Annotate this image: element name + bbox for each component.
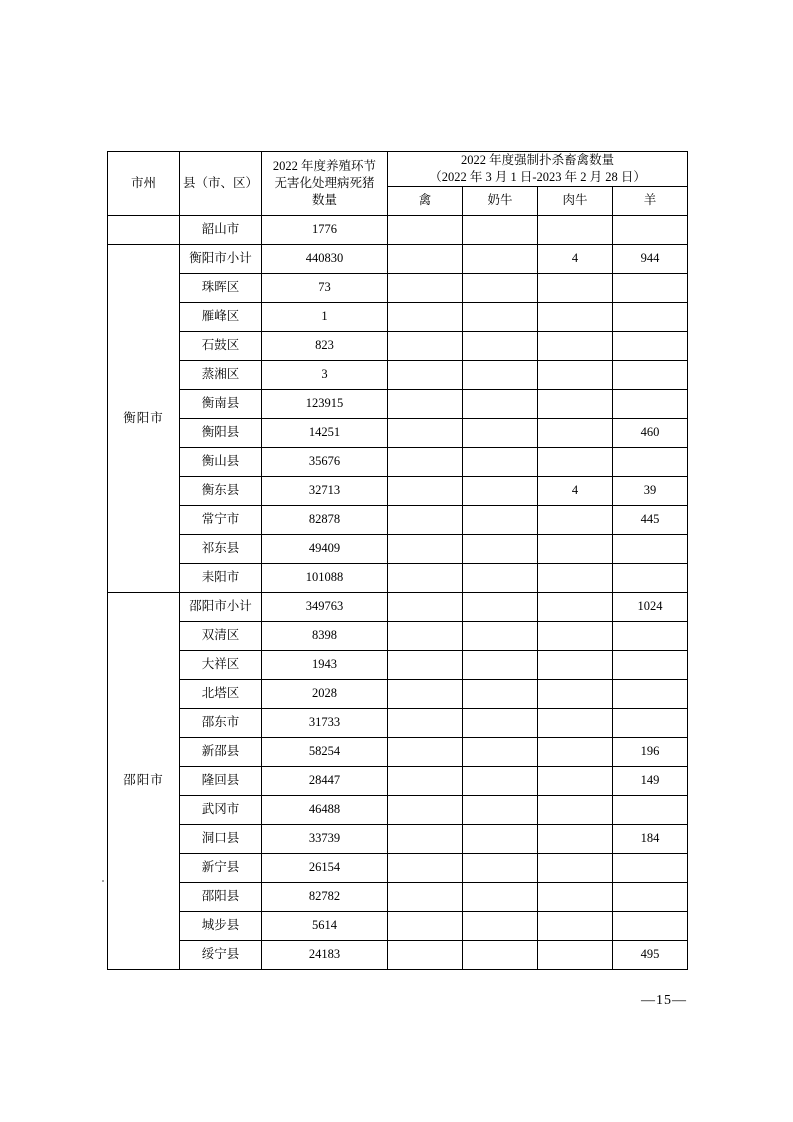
cell-county: 邵阳县 [180,882,262,911]
cell-county: 蒸湘区 [180,360,262,389]
cell-county: 隆回县 [180,766,262,795]
cell-dairy-cow [463,795,538,824]
cell-dairy-cow [463,331,538,360]
page-number: —15— [641,993,687,1008]
cell-dairy-cow [463,621,538,650]
cell-poultry [388,679,463,708]
cell-pig-count: 35676 [262,447,388,476]
table-row [108,244,688,273]
cell-pig-count: 82782 [262,882,388,911]
cell-sheep [613,447,688,476]
cell-poultry [388,795,463,824]
cell-poultry [388,389,463,418]
table-row [108,882,688,911]
cell-sheep: 196 [613,737,688,766]
header-beef-cattle: 肉牛 [538,186,613,215]
cell-poultry [388,650,463,679]
statistics-table [107,151,688,970]
statistics-table-wrapper [107,151,687,970]
cell-pig-count: 31733 [262,708,388,737]
header-county: 县（市、区） [180,152,262,216]
cell-poultry [388,418,463,447]
cell-poultry [388,853,463,882]
cell-county: 洞口县 [180,824,262,853]
table-row [108,273,688,302]
cell-beef-cattle [538,418,613,447]
cell-beef-cattle [538,737,613,766]
table-row [108,911,688,940]
cell-poultry [388,621,463,650]
table-row [108,853,688,882]
cell-sheep [613,679,688,708]
table-row [108,447,688,476]
cell-dairy-cow [463,273,538,302]
cell-beef-cattle [538,824,613,853]
table-row [108,534,688,563]
cell-dairy-cow [463,534,538,563]
cell-beef-cattle [538,389,613,418]
table-row [108,331,688,360]
cell-county: 韶山市 [180,215,262,244]
cell-pig-count: 46488 [262,795,388,824]
cell-sheep [613,215,688,244]
cell-dairy-cow [463,302,538,331]
cell-pig-count: 58254 [262,737,388,766]
cell-beef-cattle [538,534,613,563]
cell-sheep [613,882,688,911]
cell-sheep: 39 [613,476,688,505]
cell-beef-cattle [538,650,613,679]
table-row [108,940,688,969]
cell-poultry [388,592,463,621]
cell-dairy-cow [463,476,538,505]
cell-beef-cattle [538,679,613,708]
cell-poultry [388,302,463,331]
cell-pig-count: 14251 [262,418,388,447]
cell-poultry [388,273,463,302]
cell-pig-count: 2028 [262,679,388,708]
cell-beef-cattle [538,447,613,476]
cell-dairy-cow [463,389,538,418]
cell-county: 双清区 [180,621,262,650]
table-row [108,389,688,418]
cell-county: 衡东县 [180,476,262,505]
cell-county: 新邵县 [180,737,262,766]
cell-pig-count: 73 [262,273,388,302]
header-pig-line1: 2022 年度养殖环节 [272,159,377,174]
cell-sheep: 460 [613,418,688,447]
cell-dairy-cow [463,940,538,969]
table-row [108,418,688,447]
table-row [108,215,688,244]
cell-county: 武冈市 [180,795,262,824]
cell-poultry [388,447,463,476]
cell-sheep [613,621,688,650]
cell-county: 衡阳县 [180,418,262,447]
table-row [108,708,688,737]
cell-county: 大祥区 [180,650,262,679]
header-cull-line1: 2022 年度强制扑杀畜禽数量 [460,153,615,167]
table-row [108,766,688,795]
table-row [108,592,688,621]
cell-pig-count: 26154 [262,853,388,882]
header-pig-line3: 数量 [311,192,337,207]
table-row [108,621,688,650]
cell-city: 邵阳市 [108,592,180,969]
table-row [108,679,688,708]
cell-county: 衡阳市小计 [180,244,262,273]
cell-dairy-cow [463,853,538,882]
table-row [108,302,688,331]
cell-poultry [388,476,463,505]
cell-beef-cattle [538,621,613,650]
cell-sheep: 184 [613,824,688,853]
cell-dairy-cow [463,360,538,389]
cell-pig-count: 101088 [262,563,388,592]
cell-pig-count: 28447 [262,766,388,795]
cell-sheep [613,563,688,592]
table-row [108,505,688,534]
cell-dairy-cow [463,447,538,476]
table-row [108,563,688,592]
header-cull-group [388,152,688,187]
cell-sheep [613,795,688,824]
cell-poultry [388,708,463,737]
cell-poultry [388,882,463,911]
cell-sheep [613,853,688,882]
cell-dairy-cow [463,679,538,708]
header-city: 市州 [108,152,180,216]
cell-poultry [388,215,463,244]
cell-sheep: 149 [613,766,688,795]
cell-county: 常宁市 [180,505,262,534]
cell-pig-count: 440830 [262,244,388,273]
cell-dairy-cow [463,244,538,273]
cell-county: 石鼓区 [180,331,262,360]
header-poultry: 禽 [388,186,463,215]
cell-poultry [388,766,463,795]
cell-sheep: 445 [613,505,688,534]
table-row [108,650,688,679]
cell-county: 绥宁县 [180,940,262,969]
cell-poultry [388,505,463,534]
cell-city [108,215,180,244]
cell-poultry [388,824,463,853]
cell-county: 衡山县 [180,447,262,476]
cell-county: 祁东县 [180,534,262,563]
table-body [108,215,688,969]
stray-mark [102,880,104,882]
cell-beef-cattle [538,563,613,592]
header-cull-line2: （2022 年 3 月 1 日-2023 年 2 月 28 日） [429,169,646,184]
cell-pig-count: 5614 [262,911,388,940]
table-row [108,824,688,853]
cell-pig-count: 3 [262,360,388,389]
header-harmless-pig-count [262,152,388,216]
cell-dairy-cow [463,215,538,244]
cell-poultry [388,940,463,969]
cell-county: 衡南县 [180,389,262,418]
cell-beef-cattle [538,940,613,969]
cell-poultry [388,360,463,389]
cell-pig-count: 8398 [262,621,388,650]
cell-sheep [613,389,688,418]
cell-pig-count: 32713 [262,476,388,505]
table-head [108,152,688,216]
cell-dairy-cow [463,824,538,853]
cell-county: 邵阳市小计 [180,592,262,621]
cell-pig-count: 33739 [262,824,388,853]
cell-dairy-cow [463,563,538,592]
cell-beef-cattle [538,505,613,534]
cell-sheep: 944 [613,244,688,273]
cell-beef-cattle: 4 [538,476,613,505]
cell-beef-cattle [538,795,613,824]
cell-county: 耒阳市 [180,563,262,592]
cell-beef-cattle: 4 [538,244,613,273]
cell-city: 衡阳市 [108,244,180,592]
table-row [108,737,688,766]
cell-poultry [388,737,463,766]
cell-county: 雁峰区 [180,302,262,331]
cell-poultry [388,534,463,563]
cell-sheep [613,273,688,302]
cell-pig-count: 1 [262,302,388,331]
cell-beef-cattle [538,766,613,795]
cell-pig-count: 24183 [262,940,388,969]
cell-beef-cattle [538,273,613,302]
header-pig-line2: 无害化处理病死猪 [274,175,375,190]
cell-pig-count: 1943 [262,650,388,679]
cell-pig-count: 123915 [262,389,388,418]
cell-beef-cattle [538,331,613,360]
cell-county: 珠晖区 [180,273,262,302]
table-row [108,795,688,824]
cell-pig-count: 1776 [262,215,388,244]
cell-pig-count: 349763 [262,592,388,621]
cell-dairy-cow [463,882,538,911]
cell-dairy-cow [463,737,538,766]
cell-dairy-cow [463,650,538,679]
cell-beef-cattle [538,302,613,331]
cell-sheep [613,911,688,940]
cell-sheep [613,331,688,360]
cell-sheep [613,534,688,563]
cell-beef-cattle [538,882,613,911]
cell-county: 邵东市 [180,708,262,737]
cell-sheep: 1024 [613,592,688,621]
cell-dairy-cow [463,592,538,621]
cell-sheep [613,650,688,679]
cell-dairy-cow [463,418,538,447]
cell-dairy-cow [463,505,538,534]
cell-poultry [388,244,463,273]
cell-poultry [388,331,463,360]
cell-county: 北塔区 [180,679,262,708]
cell-pig-count: 823 [262,331,388,360]
cell-sheep: 495 [613,940,688,969]
cell-beef-cattle [538,708,613,737]
cell-poultry [388,911,463,940]
cell-beef-cattle [538,853,613,882]
cell-dairy-cow [463,766,538,795]
cell-beef-cattle [538,215,613,244]
cell-sheep [613,360,688,389]
cell-pig-count: 49409 [262,534,388,563]
cell-beef-cattle [538,592,613,621]
cell-poultry [388,563,463,592]
cell-beef-cattle [538,911,613,940]
table-row [108,476,688,505]
table-row [108,360,688,389]
cell-beef-cattle [538,360,613,389]
header-sheep: 羊 [613,186,688,215]
cell-dairy-cow [463,708,538,737]
cell-sheep [613,302,688,331]
table-header-row-1 [108,152,688,187]
header-dairy-cow: 奶牛 [463,186,538,215]
cell-sheep [613,708,688,737]
cell-county: 新宁县 [180,853,262,882]
cell-pig-count: 82878 [262,505,388,534]
cell-county: 城步县 [180,911,262,940]
cell-dairy-cow [463,911,538,940]
